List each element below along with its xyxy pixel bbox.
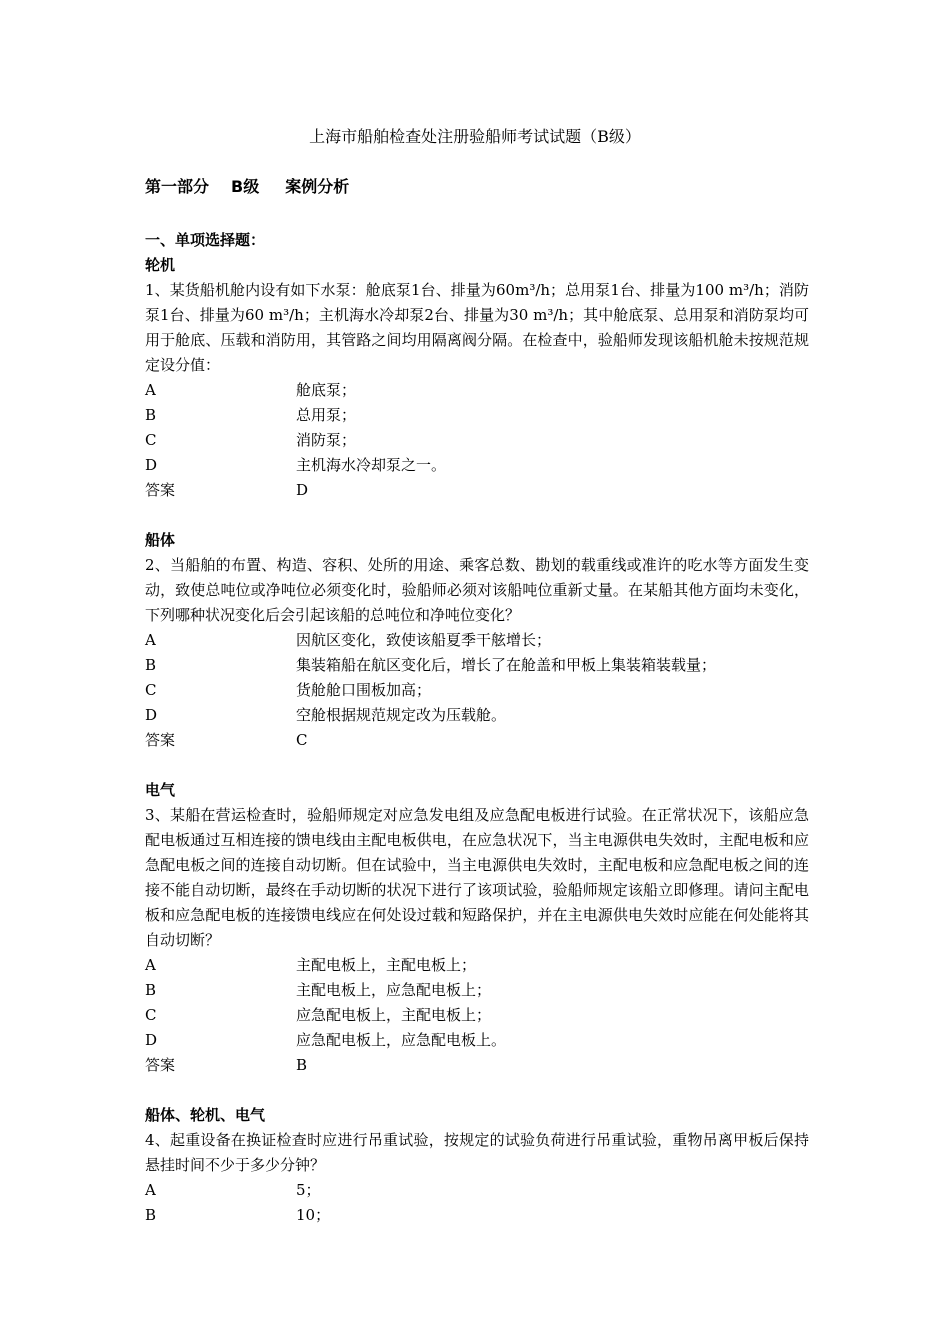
answer-row — [145, 728, 809, 753]
question-category: 船体 — [145, 531, 176, 549]
part-level: B级 — [231, 177, 260, 196]
document-body — [145, 228, 809, 1228]
option-text: 舱底泵； — [296, 381, 357, 399]
option-letter: B — [145, 406, 157, 424]
answer-value: C — [296, 731, 308, 749]
option-text: 10； — [296, 1206, 331, 1224]
question-category: 轮机 — [145, 256, 176, 274]
answer-value: B — [296, 1056, 308, 1074]
question-text: 1、某货船机舱内设有如下水泵：舱底泵1台、排量为60m³/h；总用泵1台、排量为100 m³/h；消防泵1台、排量为60 m³/h；主机海水冷却泵2台、排量为30 m³/h；其中舱底泵、总用泵和消防泵均可用于舱底、压载和消防用，其管路之间均用隔离阀分隔。在检查中，验船师发现该船机舱未按规范规定设分值： — [145, 281, 809, 374]
option-text: 主机海水冷却泵之一。 — [296, 456, 447, 474]
option-letter: A — [145, 1181, 156, 1199]
question-text: 2、当船舶的布置、构造、容积、处所的用途、乘客总数、勘划的载重线或准许的吃水等方面发生变动，致使总吨位或净吨位必须变化时，验船师必须对该船吨位重新丈量。在某船其他方面均未变化，下列哪种状况变化后会引起该船的总吨位和净吨位变化？ — [145, 556, 809, 624]
option-row — [145, 978, 809, 1003]
option-text: 应急配电板上，主配电板上； — [296, 1006, 492, 1024]
option-text: 消防泵； — [296, 431, 357, 449]
option-letter: C — [145, 1006, 157, 1024]
option-text: 货舱舱口围板加高； — [296, 681, 432, 699]
option-text: 总用泵； — [296, 406, 357, 424]
answer-label: 答案 — [145, 731, 176, 749]
option-letter: B — [145, 656, 157, 674]
question-block — [145, 253, 809, 503]
option-row — [145, 378, 809, 403]
option-text: 5； — [296, 1181, 321, 1199]
option-row — [145, 453, 809, 478]
option-row — [145, 953, 809, 978]
option-text: 应急配电板上，应急配电板上。 — [296, 1031, 507, 1049]
document-title: 上海市船舶检查处注册验船师考试试题（B级） — [309, 127, 641, 146]
option-letter: C — [145, 431, 157, 449]
option-letter: D — [145, 456, 158, 474]
option-text: 因航区变化，致使该船夏季干舷增长； — [296, 631, 552, 649]
option-row — [145, 1028, 809, 1053]
question-block — [145, 1103, 809, 1228]
part-name: 案例分析 — [285, 177, 350, 196]
option-text: 集装箱船在航区变化后，增长了在舱盖和甲板上集装箱装载量； — [296, 656, 717, 674]
option-letter: A — [145, 631, 156, 649]
option-row — [145, 428, 809, 453]
answer-label: 答案 — [145, 481, 176, 499]
section-title: 一、单项选择题： — [145, 231, 266, 249]
part-heading — [145, 176, 349, 198]
question-block — [145, 778, 809, 1078]
question-text: 3、某船在营运检查时，验船师规定对应急发电组及应急配电板进行试验。在正常状况下，该船应急配电板通过互相连接的馈电线由主配电板供电，在应急状况下，当主电源供电失效时，主配电板和应急配电板之间的连接自动切断。但在试验中，当主电源供电失效时，主配电板和应急配电板之间的连接不能自动切断，最终在手动切断的状况下进行了该项试验，验船师规定该船立即修理。请问主配电板和应急配电板的连接馈电线应在何处设过载和短路保护，并在主电源供电失效时应能在何处能将其自动切断？ — [145, 806, 809, 949]
option-letter: A — [145, 381, 156, 399]
option-row — [145, 1178, 809, 1203]
option-text: 主配电板上，主配电板上； — [296, 956, 477, 974]
option-text: 空舱根据规范规定改为压载舱。 — [296, 706, 507, 724]
question-category: 船体、轮机、电气 — [145, 1106, 266, 1124]
option-letter: A — [145, 956, 156, 974]
option-row — [145, 403, 809, 428]
option-row — [145, 1203, 809, 1228]
option-letter: B — [145, 981, 157, 999]
option-row — [145, 703, 809, 728]
option-letter: C — [145, 681, 157, 699]
option-letter: D — [145, 1031, 158, 1049]
option-row — [145, 653, 809, 678]
option-row — [145, 628, 809, 653]
option-letter: D — [145, 706, 158, 724]
option-letter: B — [145, 1206, 157, 1224]
option-row — [145, 1003, 809, 1028]
answer-row — [145, 478, 809, 503]
option-row — [145, 678, 809, 703]
answer-value: D — [296, 481, 309, 499]
question-text: 4、起重设备在换证检查时应进行吊重试验，按规定的试验负荷进行吊重试验，重物吊离甲板后保持悬挂时间不少于多少分钟？ — [145, 1131, 809, 1174]
answer-label: 答案 — [145, 1056, 176, 1074]
option-text: 主配电板上，应急配电板上； — [296, 981, 492, 999]
question-block — [145, 528, 809, 753]
question-category: 电气 — [145, 781, 176, 799]
answer-row — [145, 1053, 809, 1078]
part-label: 第一部分 — [145, 177, 210, 196]
